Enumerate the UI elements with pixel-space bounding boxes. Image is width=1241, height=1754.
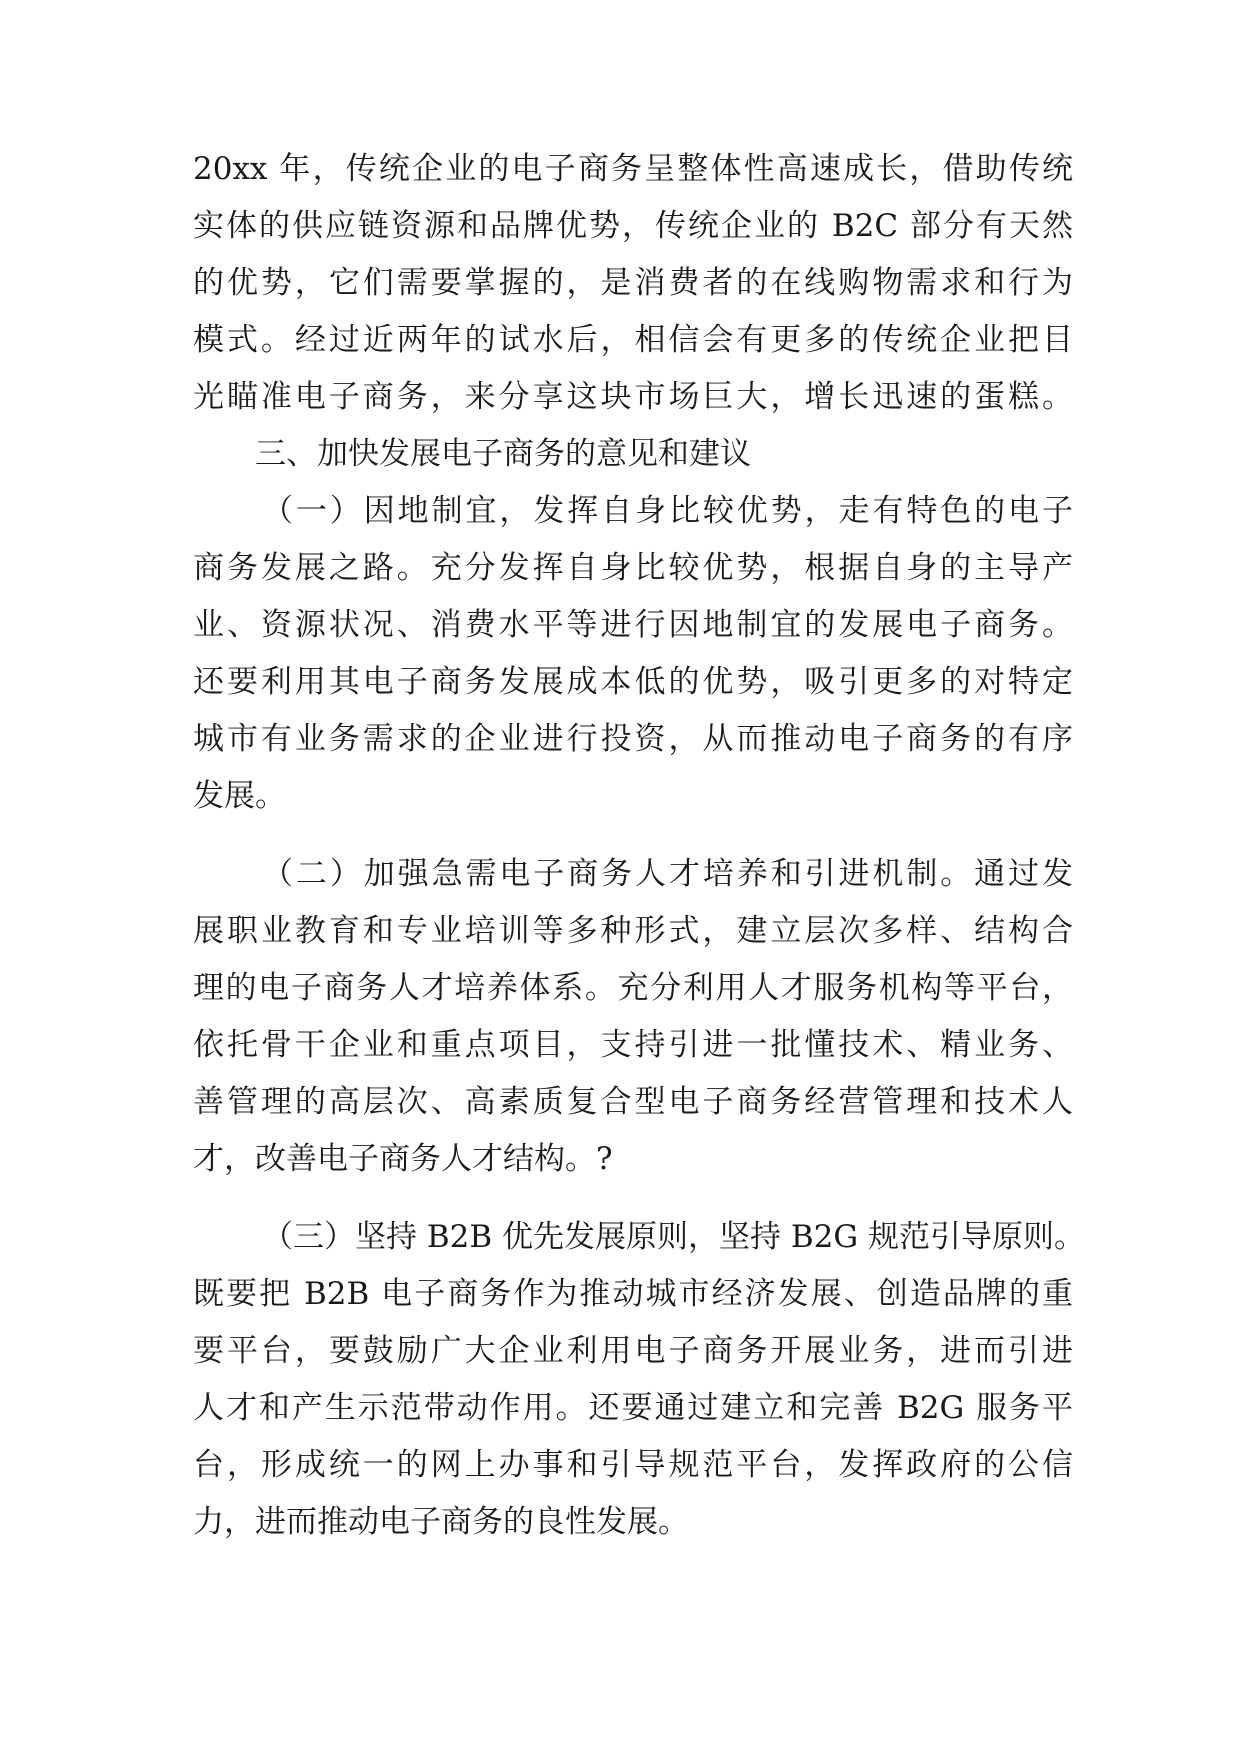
paragraph-line: 实体的供应链资源和品牌优势，传统企业的 B2C 部分有天然 [193, 208, 1073, 244]
paragraph-line: 依托骨干企业和重点项目，支持引进一批懂技术、精业务、 [193, 1027, 1073, 1063]
paragraph-line: 既要把 B2B 电子商务作为推动城市经济发展、创造品牌的重 [193, 1276, 1073, 1312]
paragraph-line: （三）坚持 B2B 优先发展原则，坚持 B2G 规范引导原则。 [262, 1219, 1085, 1255]
paragraph-line: 人才和产生示范带动作用。还要通过建立和完善 B2G 服务平 [193, 1390, 1073, 1426]
paragraph-line: 20xx 年，传统企业的电子商务呈整体性高速成长，借助传统 [193, 151, 1073, 187]
paragraph-line: 光瞄准电子商务，来分享这块市场巨大，增长迅速的蛋糕。 [193, 379, 1073, 415]
paragraph-line: 商务发展之路。充分发挥自身比较优势，根据自身的主导产 [193, 550, 1073, 586]
paragraph-line: 模式。经过近两年的试水后，相信会有更多的传统企业把目 [193, 322, 1073, 358]
paragraph-line: 理的电子商务人才培养体系。充分利用人才服务机构等平台， [193, 970, 1073, 1006]
paragraph-line: 善管理的高层次、高素质复合型电子商务经营管理和技术人 [193, 1084, 1073, 1120]
paragraph-line: （一）因地制宜，发挥自身比较优势，走有特色的电子 [262, 493, 1073, 529]
paragraph-line: 的优势，它们需要掌握的，是消费者的在线购物需求和行为 [193, 265, 1073, 301]
paragraph-line: 力，进而推动电子商务的良性发展。 [193, 1504, 689, 1540]
paragraph-line: 要平台，要鼓励广大企业利用电子商务开展业务，进而引进 [193, 1333, 1073, 1369]
paragraph-line: 台，形成统一的网上办事和引导规范平台，发挥政府的公信 [193, 1447, 1073, 1483]
section-heading: 三、加快发展电子商务的意见和建议 [255, 436, 751, 472]
paragraph-line: 才，改善电子商务人才结构。? [193, 1141, 613, 1177]
paragraph-line: 展职业教育和专业培训等多种形式，建立层次多样、结构合 [193, 913, 1073, 949]
paragraph-line: 还要利用其电子商务发展成本低的优势，吸引更多的对特定 [193, 664, 1073, 700]
paragraph-line: 发展。 [193, 778, 286, 814]
paragraph-line: 业、资源状况、消费水平等进行因地制宜的发展电子商务。 [193, 607, 1073, 643]
paragraph-line: （二）加强急需电子商务人才培养和引进机制。通过发 [262, 856, 1073, 892]
paragraph-line: 城市有业务需求的企业进行投资，从而推动电子商务的有序 [193, 721, 1073, 757]
